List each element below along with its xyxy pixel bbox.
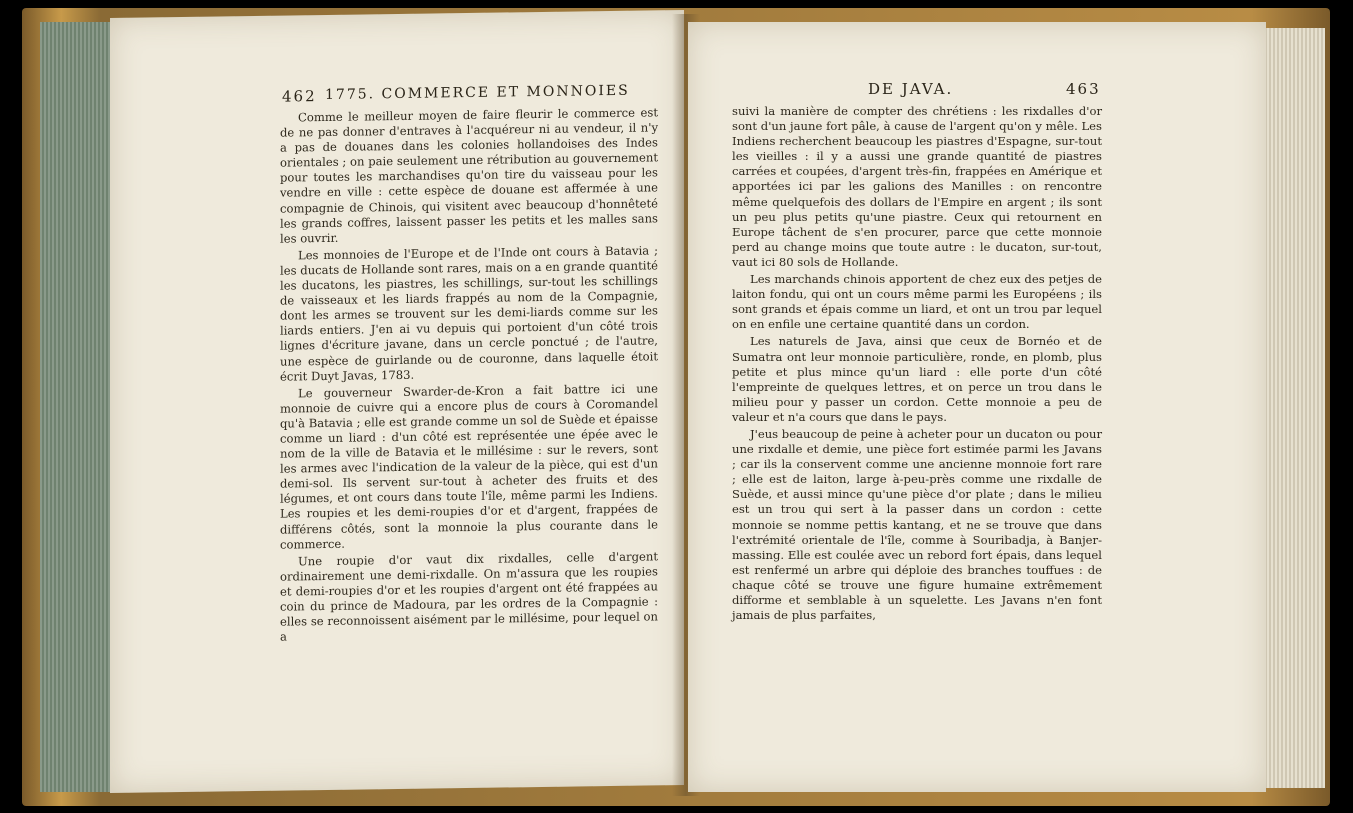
left-running-head: 1775. COMMERCE ET MONNOIES	[325, 82, 630, 103]
right-page-number: 463	[1066, 80, 1101, 98]
right-running-head: DE JAVA.	[868, 80, 954, 98]
right-page	[688, 22, 1266, 792]
right-paragraph-3: Les naturels de Java, ainsi que ceux de Bornéo et de Sumatra ont leur monnoie particulière, ronde, en plomb, plus petite et plus mince qu'un liard : elle porte d'un côté l'empreinte de quelques lettres, et on perce un trou dans le milieu pour y passer un cordon. Cette monnoie a peu de valeur et n'a cours que dans le pays.	[732, 334, 1102, 424]
right-page-body	[732, 104, 1102, 625]
left-page	[110, 10, 684, 793]
right-paragraph-2: Les marchands chinois apportent de chez eux des petjes de laiton fondu, qui ont un cours même parmi les Européens ; ils sont grands et épais comme un liard, et ont un trou par lequel on en enfile une certaine quantité dans un cordon.	[732, 272, 1102, 332]
left-page-edges	[40, 22, 120, 792]
left-page-body	[280, 105, 658, 647]
left-paragraph-4: Une roupie d'or vaut dix rixdalles, celle d'argent ordinairement une demi-rixdalle. On m'assura que les roupies et demi-roupies d'or et les roupies d'argent ont été frappées au coin du prince de Madoura, par les ordres de la Compagnie : elles se reconnoissent aisément par le millésime, pour lequel on a	[280, 549, 658, 644]
left-paragraph-1: Comme le meilleur moyen de faire fleurir le commerce est de ne pas donner d'entraves à l'acquéreur ni au vendeur, il n'y a pas de douanes dans les colonies hollandoises des Indes orientales ; on paie seulement une rétribution au gouvernement pour toutes les marchandises qu'on tire du vaisseau pour les vendre en ville : cette espèce de douane est affermée à une compagnie de Chinois, qui visitent avec beaucoup d'honnêteté les grands coffres, laissent passer les petits et les malles sans les ouvrir.	[280, 105, 658, 246]
right-paragraph-4: J'eus beaucoup de peine à acheter pour un ducaton ou pour une rixdalle et demie, une pièce fort estimée parmi les Javans ; car ils la conservent comme une ancienne monnoie fort rare ; elle est de laiton, large à-peu-près comme une rixdalle de Suède, et aussi mince qu'une pièce d'or plate ; dans le milieu est un trou qui sert à la passer dans un cordon : cette monnoie se nomme pettis kantang, et ne se trouve que dans l'extrémité orientale de l'île, comme à Souribadja, à Banjer-massing. Elle est coulée avec un rebord fort épais, dans lequel est renfermé un arbre qui déploie des branches touffues : de chaque côté se trouve une figure humaine extrêmement difforme et semblable à un squelette. Les Javans n'en font jamais de plus parfaites,	[732, 426, 1102, 623]
left-paragraph-2: Les monnoies de l'Europe et de l'Inde ont cours à Batavia ; les ducats de Hollande sont rares, mais on a en grande quantité les ducatons, les piastres, les schillings, sur-tout les schillings de vaisseaux et les liards frappés au nom de la Compagnie, dont les armes se trouvent sur les demi-liards comme sur les liards entiers. J'en ai vu depuis qui portoient d'un côté trois lignes d'écriture javane, dans un cercle ponctué ; de l'autre, une espèce de guirlande ou de couronne, dans laquelle étoit écrit Duyt Javas, 1783.	[280, 243, 658, 384]
left-paragraph-3: Le gouverneur Swarder-de-Kron a fait battre ici une monnoie de cuivre qui a encore plus de cours à Coromandel qu'à Batavia ; elle est grande comme un sol de Suède et épaisse comme un liard : d'un côté est représentée une épée avec le nom de la ville de Batavia et le millésime : sur le revers, sont les armes avec l'indication de la valeur de la pièce, qui est d'un demi-sol. Ils servent sur-tout à acheter des fruits et des légumes, et ont cours dans toute l'île, même parmi les Indiens. Les roupies et les demi-roupies d'or et d'argent, frappées de différens côtés, sont la monnoie la plus courante dans le commerce.	[280, 381, 658, 552]
right-paragraph-1: suivi la manière de compter des chrétiens : les rixdalles d'or sont d'un jaune fort pâle, à cause de l'argent qu'on y mêle. Les Indiens recherchent beaucoup les piastres d'Espagne, sur-tout les vieilles : il y a aussi une grande quantité de piastres carrées et coupées, d'argent très-fin, frappées en Amérique et apportées ici par les galions des Manilles : on rencontre même quelquefois des dollars de l'Empire en argent ; ils sont un peu plus petits qu'une piastre. Ceux qui retournent en Europe tâchent de s'en procurer, parce que cette monnoie perd au change moins que toute autre : le ducaton, sur-tout, vaut ici 80 sols de Hollande.	[732, 104, 1102, 269]
left-page-number: 462	[282, 87, 317, 106]
